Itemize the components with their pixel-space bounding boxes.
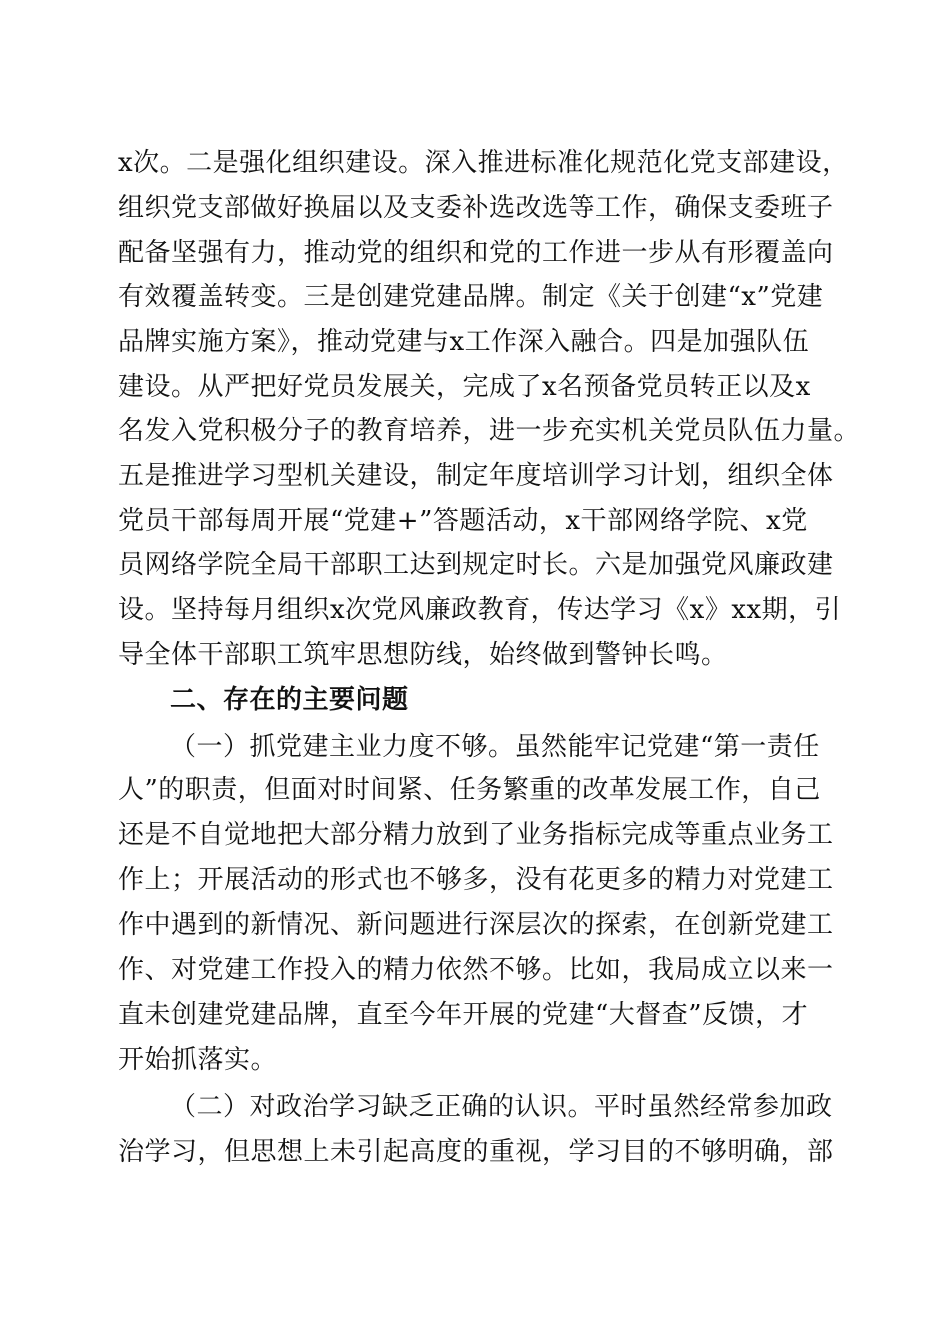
section-heading: 二、存在的主要问题 [170, 685, 409, 715]
body-text-line: 作、对党建工作投入的精力依然不够。比如，我局成立以来一 [118, 955, 834, 985]
body-text-line: 配备坚强有力，推动党的组织和党的工作进一步从有形覆盖向 [118, 238, 834, 268]
body-text-line: 开始抓落实。 [118, 1045, 278, 1075]
body-text-line: 党员干部每周开展“党建+”答题活动，x干部网络学院、x党 [118, 506, 808, 536]
body-text-line: 五是推进学习型机关建设，制定年度培训学习计划，组织全体 [118, 461, 834, 491]
body-text-line: 名发入党积极分子的教育培养，进一步充实机关党员队伍力量。 [118, 416, 861, 446]
body-text-line: 组织党支部做好换届以及支委补选改选等工作，确保支委班子 [118, 193, 834, 223]
body-text-line: （一）抓党建主业力度不够。虽然能牢记党建“第一责任 [170, 732, 820, 762]
body-text-line: 还是不自觉地把大部分精力放到了业务指标完成等重点业务工 [118, 820, 834, 850]
body-text-line: 导全体干部职工筑牢思想防线，始终做到警钟长鸣。 [118, 640, 728, 670]
body-text-line: （二）对政治学习缺乏正确的认识。平时虽然经常参加政 [170, 1092, 833, 1122]
body-text-line: 直未创建党建品牌，直至今年开展的党建“大督查”反馈，才 [118, 1000, 809, 1030]
body-text-line: 设。坚持每月组织x次党风廉政教育，传达学习《x》xx期，引 [118, 595, 842, 625]
body-text-line: 作中遇到的新情况、新问题进行深层次的探索，在创新党建工 [118, 910, 834, 940]
body-text-line: 治学习，但思想上未引起高度的重视，学习目的不够明确，部 [118, 1137, 834, 1167]
body-text-line: x次。二是强化组织建设。深入推进标准化规范化党支部建设， [118, 148, 849, 178]
body-text-line: 员网络学院全局干部职工达到规定时长。六是加强党风廉政建 [118, 550, 834, 580]
body-text-line: 作上；开展活动的形式也不够多，没有花更多的精力对党建工 [118, 865, 834, 895]
body-text-line: 有效覆盖转变。三是创建党建品牌。制定《关于创建“x”党建 [118, 282, 824, 312]
body-text-line: 建设。从严把好党员发展关，完成了x名预备党员转正以及x [118, 372, 811, 402]
body-text-line: 品牌实施方案》，推动党建与x工作深入融合。四是加强队伍 [118, 327, 810, 357]
body-text-line: 人”的职责，但面对时间紧、任务繁重的改革发展工作，自己 [118, 775, 821, 805]
